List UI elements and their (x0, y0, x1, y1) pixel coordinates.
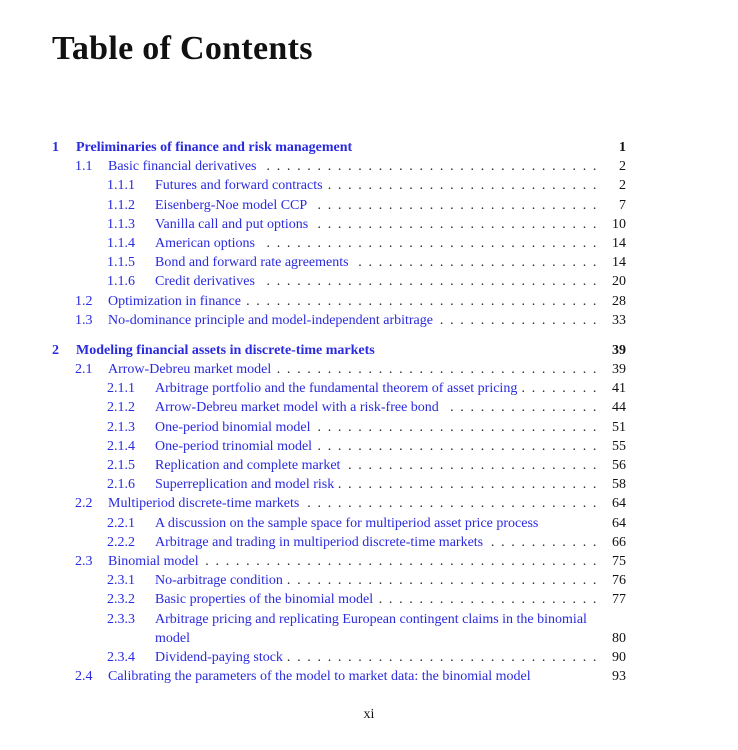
page-title: Table of Contents (52, 30, 313, 67)
toc-title[interactable]: Modeling financial assets in discrete-time markets (76, 341, 598, 360)
toc-number: 2 (52, 342, 59, 358)
toc-number: 1.1.6 (107, 274, 135, 290)
toc-page: 64 (612, 496, 626, 512)
toc-page: 66 (612, 534, 626, 550)
toc-entry[interactable] (52, 234, 632, 253)
toc-page: 2 (619, 178, 626, 194)
toc-page: 39 (612, 362, 626, 378)
toc-page: 14 (612, 235, 626, 251)
toc-title[interactable]: No-arbitrage condition . . . (155, 571, 598, 590)
toc-title[interactable]: Eisenberg-Noe model CCP . . . (155, 196, 598, 215)
toc-number: 2.3.1 (107, 573, 135, 589)
toc-title[interactable]: One-period binomial model . . . (155, 418, 598, 437)
toc-entry[interactable] (52, 667, 632, 686)
toc-title[interactable]: Multiperiod discrete-time markets . . . (108, 494, 598, 513)
toc-entry[interactable] (52, 610, 632, 648)
toc-entry[interactable] (52, 398, 632, 417)
toc-page: 44 (612, 400, 626, 416)
toc-number: 2.1.6 (107, 477, 135, 493)
toc-page: 39 (612, 342, 626, 358)
toc-number: 2.1 (75, 362, 93, 378)
toc-number: 1 (52, 140, 59, 155)
toc-page: 14 (612, 255, 626, 271)
toc-number: 1.3 (75, 312, 93, 328)
toc-number: 2.2 (75, 496, 93, 512)
toc-page: 90 (612, 649, 626, 665)
toc-entry[interactable] (52, 176, 632, 195)
table-of-contents (52, 138, 632, 686)
toc-page: 56 (612, 458, 626, 473)
toc-title[interactable]: Calibrating the parameters of the model to market data: the binomial model (108, 667, 598, 686)
toc-entry[interactable] (52, 157, 632, 176)
toc-entry[interactable] (52, 648, 632, 667)
toc-entry[interactable] (52, 360, 632, 379)
toc-page: 20 (612, 274, 626, 290)
toc-title[interactable]: Binomial model . . . (108, 552, 598, 571)
toc-number: 1.1.5 (107, 255, 135, 271)
toc-page: 75 (612, 553, 626, 569)
toc-title[interactable]: Optimization in finance . . . (108, 292, 598, 311)
toc-title[interactable]: American options . . . (155, 234, 598, 253)
toc-title[interactable]: Arbitrage and trading in multiperiod discrete-time markets . . . (155, 533, 598, 552)
toc-title[interactable]: Bond and forward rate agreements . . . (155, 253, 598, 272)
toc-entry[interactable] (52, 437, 632, 456)
toc-entry[interactable] (52, 292, 632, 311)
toc-title[interactable]: Dividend-paying stock . . . (155, 648, 598, 667)
toc-page: 7 (619, 197, 626, 213)
toc-page: 93 (612, 668, 626, 684)
page-number: xi (363, 707, 375, 722)
toc-number: 1.1 (75, 159, 93, 175)
toc-entry[interactable] (52, 456, 632, 475)
toc-number: 2.1.4 (107, 438, 135, 454)
toc-page: 64 (612, 515, 626, 531)
toc-page: 51 (612, 419, 626, 435)
toc-page: 80 (612, 630, 626, 646)
toc-title[interactable]: Arrow-Debreu market model with a risk-free bond . . . (155, 398, 598, 417)
toc-page: 55 (612, 438, 626, 454)
toc-title[interactable]: Basic financial derivatives . . . (108, 157, 598, 176)
toc-page: 33 (612, 312, 626, 328)
toc-entry[interactable] (52, 215, 632, 234)
toc-entry[interactable] (52, 341, 632, 360)
toc-entry[interactable] (52, 379, 632, 398)
toc-number: 1.1.4 (107, 235, 135, 251)
toc-title[interactable]: No-dominance principle and model-independent arbitrage . . . (108, 311, 598, 330)
toc-title[interactable]: Preliminaries of finance and risk management (76, 138, 598, 157)
toc-number: 2.2.1 (107, 515, 135, 531)
toc-number: 2.1.5 (107, 458, 135, 473)
toc-number: 1.1.3 (107, 216, 135, 232)
toc-entry[interactable] (52, 514, 632, 533)
toc-number: 2.4 (75, 668, 93, 684)
toc-entry[interactable] (52, 494, 632, 513)
toc-page: 1 (619, 140, 626, 155)
toc-number: 1.2 (75, 293, 93, 309)
toc-title[interactable]: Arrow-Debreu market model . . . (108, 360, 598, 379)
toc-entry[interactable] (52, 552, 632, 571)
toc-entry[interactable] (52, 272, 632, 291)
toc-number: 1.1.2 (107, 197, 135, 213)
toc-page: 2 (619, 159, 626, 175)
toc-number: 2.1.1 (107, 381, 135, 397)
toc-page: 10 (612, 216, 626, 232)
toc-page: 28 (612, 293, 626, 309)
toc-entry[interactable] (52, 571, 632, 590)
toc-page: 76 (612, 573, 626, 589)
toc-title[interactable]: Vanilla call and put options . . . (155, 215, 598, 234)
toc-number: 2.3 (75, 553, 93, 569)
toc-title[interactable]: One-period trinomial model . . . (155, 437, 598, 456)
toc-entry[interactable] (52, 196, 632, 215)
toc-entry[interactable] (52, 418, 632, 437)
toc-number: 2.3.4 (107, 649, 135, 665)
toc-title[interactable]: Futures and forward contracts . . . (155, 176, 598, 195)
toc-page: 58 (612, 477, 626, 493)
toc-title[interactable]: Replication and complete market . . . (155, 456, 598, 475)
toc-number: 2.1.3 (107, 419, 135, 435)
toc-page: 41 (612, 381, 626, 397)
toc-number: 2.2.2 (107, 534, 135, 550)
toc-title[interactable]: Basic properties of the binomial model . . . (155, 590, 598, 609)
toc-number: 2.3.2 (107, 592, 135, 608)
toc-entry[interactable] (52, 311, 632, 330)
toc-title[interactable]: Credit derivatives . . . (155, 272, 598, 291)
toc-title[interactable]: Arbitrage pricing and replicating European contingent claims in the binomial model (155, 611, 587, 646)
toc-number: 1.1.1 (107, 178, 135, 194)
toc-title[interactable]: Arbitrage portfolio and the fundamental theorem of asset pricing . . . (155, 379, 598, 398)
toc-entry[interactable] (52, 533, 632, 552)
toc-page: 77 (612, 592, 626, 608)
toc-entry[interactable] (52, 590, 632, 609)
toc-entry[interactable] (52, 253, 632, 272)
toc-title[interactable]: Superreplication and model risk . . . (155, 475, 598, 494)
toc-title[interactable]: A discussion on the sample space for multiperiod asset price process (155, 514, 598, 533)
toc-number: 2.3.3 (107, 611, 135, 627)
toc-number: 2.1.2 (107, 400, 135, 416)
toc-entry[interactable] (52, 475, 632, 494)
toc-entry[interactable] (52, 138, 632, 157)
